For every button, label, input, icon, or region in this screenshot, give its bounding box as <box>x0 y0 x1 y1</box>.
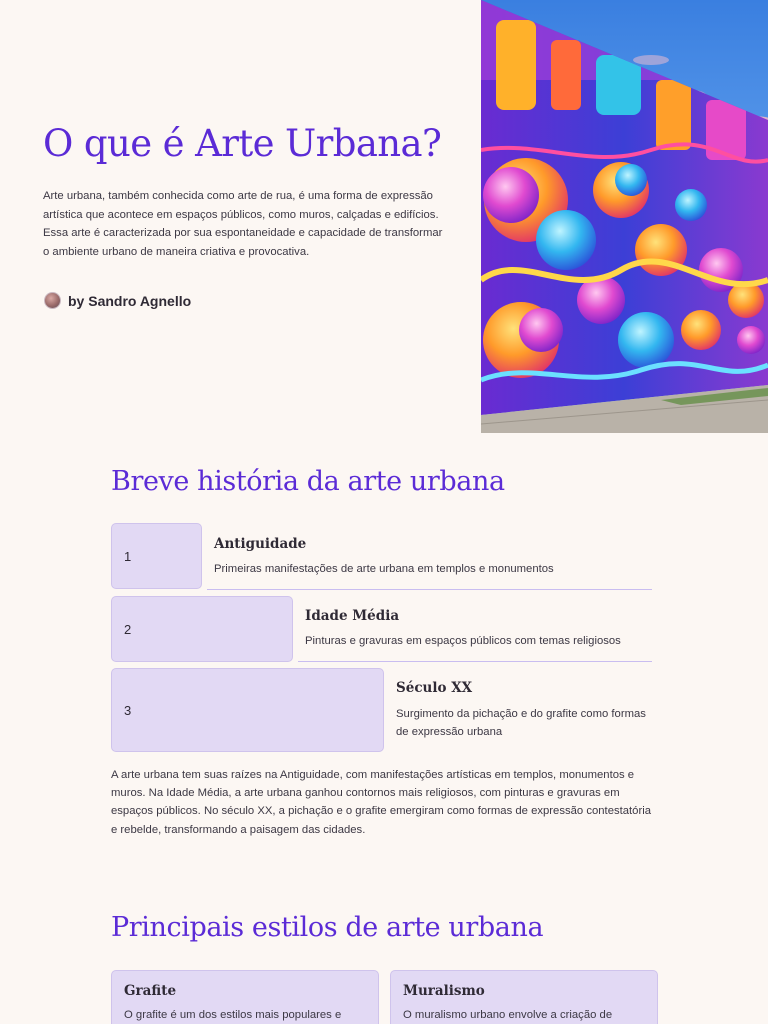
author-byline <box>44 292 191 309</box>
step-number-box <box>111 668 384 752</box>
step-number-box <box>111 596 293 662</box>
card-text: O grafite é um dos estilos mais populares e <box>124 1009 342 1021</box>
author-name: by Sandro Agnello <box>68 292 192 309</box>
step-divider <box>298 661 652 662</box>
style-card-muralismo <box>390 970 658 1024</box>
step-number: 3 <box>124 702 132 718</box>
step-description: Pinturas e gravuras em espaços públicos com temas religiosos <box>305 635 621 647</box>
step-number: 1 <box>124 548 132 564</box>
intro-paragraph: Arte urbana, também conhecida como arte de rua, é uma forma de expressão artística que acontece em espaços públicos, como muros, calçadas e edifícios. Essa arte é caracterizada por sua espontaneidade e capacidade de transformar o ambiente urbano de maneira criativa e provocativa. <box>43 190 443 258</box>
step-description: Primeiras manifestações de arte urbana em templos e monumentos <box>214 563 554 575</box>
step-title: Idade Média <box>305 608 400 624</box>
style-card-grafite <box>111 970 379 1024</box>
styles-heading: Principais estilos de arte urbana <box>111 912 544 943</box>
card-title: Grafite <box>124 983 177 999</box>
history-heading: Breve história da arte urbana <box>111 466 505 497</box>
page-title: O que é Arte Urbana? <box>43 122 442 165</box>
card-text: O muralismo urbano envolve a criação de <box>403 1009 613 1021</box>
street-art-mural-image <box>481 0 768 433</box>
step-number-box <box>111 523 202 589</box>
avatar <box>44 292 61 309</box>
card-title: Muralismo <box>403 983 485 999</box>
step-divider <box>207 589 652 590</box>
step-title: Antiguidade <box>214 536 307 552</box>
step-description: Surgimento da pichação e do grafite como formas de expressão urbana <box>396 708 646 738</box>
history-paragraph: A arte urbana tem suas raízes na Antiguidade, com manifestações artísticas em templos, monumentos e muros. Na Idade Média, a arte urbana ganhou contornos mais religiosos, com pinturas e gravuras em espaços públicos. No século XX, a pichação e o grafite emergiram como formas de expressão contestatória e rebelde, transformando a paisagem das cidades. <box>111 769 652 836</box>
step-title: Século XX <box>396 680 473 696</box>
step-number: 2 <box>124 621 132 637</box>
